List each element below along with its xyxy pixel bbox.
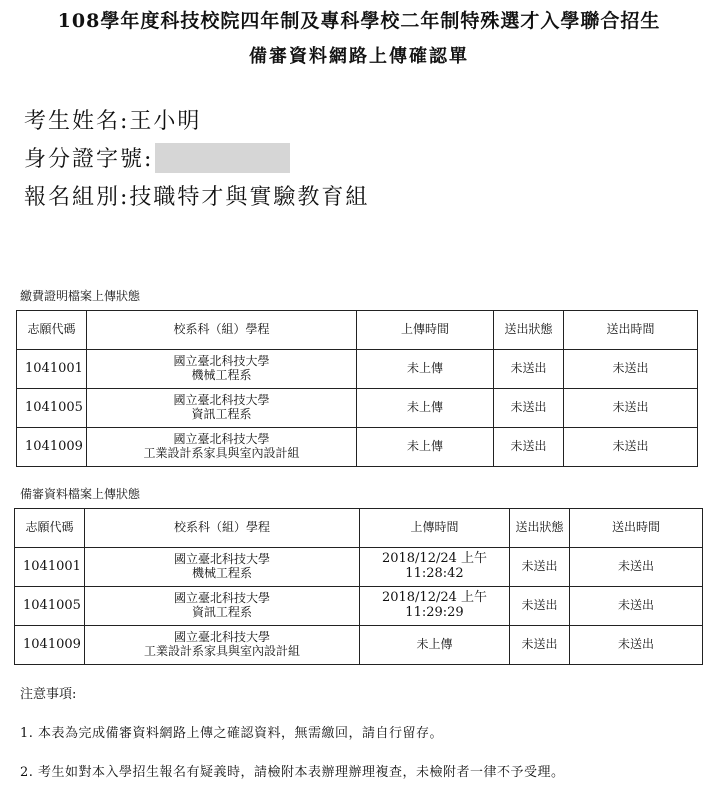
school-dept-cell xyxy=(85,548,360,587)
dept-name: 資訊工程系 xyxy=(191,407,252,421)
upload-time: 2018/12/24 上午 11:28:42 xyxy=(360,548,510,587)
choice-code: 1041001 xyxy=(15,548,85,587)
table-row xyxy=(17,350,698,389)
school-dept-cell xyxy=(85,587,360,626)
choice-code: 1041005 xyxy=(15,587,85,626)
send-status: 未送出 xyxy=(510,626,570,665)
notice-title: 注意事項: xyxy=(20,687,77,702)
table-row xyxy=(17,428,698,467)
send-status: 未送出 xyxy=(510,548,570,587)
column-header: 志願代碼 xyxy=(15,509,85,548)
choice-code: 1041009 xyxy=(15,626,85,665)
send-time: 未送出 xyxy=(564,428,698,467)
table-header-row xyxy=(17,311,698,350)
column-header: 送出時間 xyxy=(564,311,698,350)
school-dept-cell xyxy=(87,389,357,428)
dept-name: 工業設計系家具與室內設計組 xyxy=(143,644,300,658)
payment-section-label: 繳費證明檔案上傳狀態 xyxy=(20,289,141,303)
dept-name: 機械工程系 xyxy=(191,566,252,580)
table-row xyxy=(15,587,703,626)
upload-time: 未上傳 xyxy=(357,389,494,428)
applicant-group: 報名組別:技職特才與實驗教育組 xyxy=(24,185,370,210)
send-time: 未送出 xyxy=(570,587,703,626)
upload-time: 未上傳 xyxy=(360,626,510,665)
payment-status-table xyxy=(16,310,698,467)
dept-name: 機械工程系 xyxy=(191,368,252,382)
dept-name: 工業設計系家具與室內設計組 xyxy=(143,446,300,460)
choice-code: 1041001 xyxy=(17,350,87,389)
upload-time: 未上傳 xyxy=(357,428,494,467)
applicant-id-row xyxy=(24,142,290,173)
send-time: 未送出 xyxy=(564,389,698,428)
table-header-row xyxy=(15,509,703,548)
notice-item: 1. 本表為完成備審資料網路上傳之確認資料，無需繳回，請自行留存。 xyxy=(20,726,444,741)
table-row xyxy=(15,548,703,587)
column-header: 送出時間 xyxy=(570,509,703,548)
column-header: 校系科（組）學程 xyxy=(85,509,360,548)
dept-name: 資訊工程系 xyxy=(191,605,252,619)
column-header: 志願代碼 xyxy=(17,311,87,350)
school-name: 國立臺北科技大學 xyxy=(173,393,270,408)
document-title: 108學年度科技校院四年制及專科學校二年制特殊選才入學聯合招生 xyxy=(57,10,661,32)
notice-item: 2. 考生如對本入學招生報名有疑義時，請檢附本表辦理辦理複查，未檢附者一律不予受理。 xyxy=(20,765,565,780)
column-header: 送出狀態 xyxy=(494,311,564,350)
applicant-id-label: 身分證字號: xyxy=(24,147,154,172)
table-row xyxy=(17,389,698,428)
upload-time: 未上傳 xyxy=(357,350,494,389)
choice-code: 1041009 xyxy=(17,428,87,467)
school-name: 國立臺北科技大學 xyxy=(173,630,270,645)
school-name: 國立臺北科技大學 xyxy=(173,354,270,369)
review-section-label: 備審資料檔案上傳狀態 xyxy=(20,487,141,501)
school-dept-cell xyxy=(87,428,357,467)
column-header: 校系科（組）學程 xyxy=(87,311,357,350)
applicant-name: 考生姓名:王小明 xyxy=(24,109,202,134)
column-header: 送出狀態 xyxy=(510,509,570,548)
school-name: 國立臺北科技大學 xyxy=(173,591,270,606)
send-status: 未送出 xyxy=(494,428,564,467)
school-name: 國立臺北科技大學 xyxy=(173,432,270,447)
review-status-table xyxy=(14,508,703,665)
send-time: 未送出 xyxy=(564,350,698,389)
send-status: 未送出 xyxy=(494,389,564,428)
column-header: 上傳時間 xyxy=(357,311,494,350)
redacted-id-block xyxy=(155,143,290,173)
school-name: 國立臺北科技大學 xyxy=(173,552,270,567)
send-time: 未送出 xyxy=(570,626,703,665)
school-dept-cell xyxy=(87,350,357,389)
send-status: 未送出 xyxy=(494,350,564,389)
choice-code: 1041005 xyxy=(17,389,87,428)
table-row xyxy=(15,626,703,665)
school-dept-cell xyxy=(85,626,360,665)
send-status: 未送出 xyxy=(510,587,570,626)
upload-time: 2018/12/24 上午 11:29:29 xyxy=(360,587,510,626)
column-header: 上傳時間 xyxy=(360,509,510,548)
document-subtitle: 備審資料網路上傳確認單 xyxy=(249,46,469,67)
send-time: 未送出 xyxy=(570,548,703,587)
